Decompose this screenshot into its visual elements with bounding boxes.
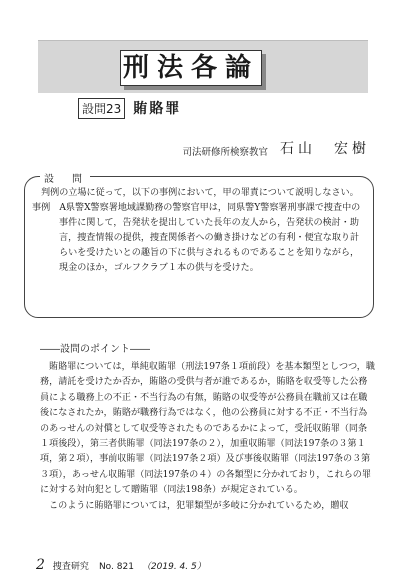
- question-box-label: 設 問: [40, 170, 90, 185]
- page-number: 2: [36, 557, 45, 573]
- case-paragraph: [32, 201, 368, 276]
- issue-number: No. 821: [98, 562, 134, 572]
- author-affiliation: 司法研修所検察教官: [182, 147, 268, 158]
- question-number-badge: 設問23: [78, 98, 125, 119]
- author-name: 石山 宏樹: [280, 141, 370, 157]
- case-label: 事例: [32, 203, 51, 213]
- body-text: [40, 360, 376, 514]
- author-line: [170, 138, 370, 158]
- journal-name: 捜査研究: [52, 562, 89, 572]
- question-title: 賄賂罪: [133, 101, 182, 117]
- question-heading: [78, 98, 181, 118]
- question-instruction: 判例の立場に従って，以下の事例において，甲の罪責について説明しなさい。: [41, 188, 359, 198]
- page-footer: [36, 557, 206, 573]
- issue-date: （2019. 4. 5）: [141, 562, 206, 572]
- case-text: A県警X警察署地域課勤務の警察官甲は，同県警Y警察署刑事課で捜査中の事件に関して，告発状を提出していた長年の友人から，告発状の検討・助言，捜査情報の提供，捜査関係者への働き掛けなどの有利・便宜な取り計らいを受けたいとの趣旨の下に供与されるものであることを知りながら，現金のほか，ゴルフクラブ１本の供与を受けた。: [59, 203, 361, 273]
- question-box-body: [32, 186, 368, 276]
- point-heading: ――設問のポイント――: [40, 344, 150, 355]
- body-paragraph-2: このように賄賂罪については，犯罪類型が多岐に分かれているため，贈収: [49, 500, 349, 511]
- body-paragraph-1: 賄賂罪については，単純収賄罪（刑法197条１項前段）を基本類型としつつ，職務，請託を受けたか否か，賄賂の受供与者が誰であるか，賄賂を収受等した公務員による職務上の不正・不当行為の有無，賄賂の収受等が公務員在職前又は在職後になされたか，賄賂が職務行為ではなく，他の公務員に対する不正・不当行為のあっせんの対償として収受等されたものであるかによって，受託収賄罪（同条１項後段），第三者供賄罪（同法197条の２），加重収賄罪（同法197条の３第１項，第２項），事前収賄罪（同法197条２項）及び事後収賄罪（同法197条の３第３項），あっせん収賄罪（同法197条の４）の各類型に分かれており，これらの罪に対する対向犯として贈賄罪（同法198条）が規定されている。: [40, 362, 375, 496]
- series-title: 刑法各論: [120, 50, 262, 86]
